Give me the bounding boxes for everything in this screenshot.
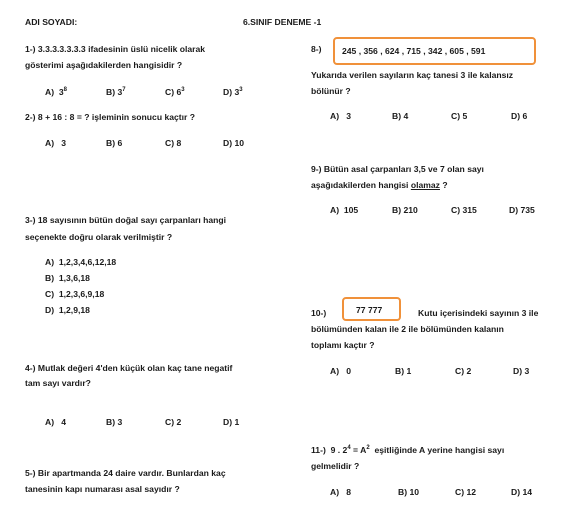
- q1-text-1: 3.3.3.3.3.3.3 ifadesinin üslü nicelik olarak: [37, 44, 206, 54]
- q11-option-c[interactable]: C) 12: [455, 487, 477, 497]
- q11-option-b[interactable]: B) 10: [398, 487, 420, 497]
- q10-number: 10-): [311, 308, 327, 318]
- q9-text-1: Bütün asal çarpanları 3,5 ve 7 olan sayı: [323, 164, 484, 174]
- q9-text-2: aşağıdakilerden hangisi olamaz ?: [311, 180, 448, 190]
- q4-text-1: Mutlak değeri 4'den küçük olan kaç tane negatif: [37, 363, 233, 373]
- q10-text-1: Kutu içerisindeki sayının 3 ile: [418, 308, 539, 318]
- q8-number-box: [333, 37, 536, 65]
- q2-option-c[interactable]: C) 8: [165, 138, 182, 148]
- q5-text-1: Bir apartmanda 24 daire vardır. Bunlardan kaç: [37, 468, 226, 478]
- q5-line1: [25, 469, 226, 478]
- q2-option-b[interactable]: B) 6: [106, 138, 123, 148]
- q4-text-2: tam sayı vardır?: [25, 378, 91, 388]
- q1-line1: [25, 45, 205, 54]
- q11-number: 11-): [311, 445, 326, 455]
- q8-option-b[interactable]: B) 4: [392, 111, 409, 121]
- q10-option-a[interactable]: A) 0: [330, 366, 352, 376]
- q11-expression: 9 . $2^4 = A^2$: [330, 445, 370, 455]
- q11-line1: [311, 446, 504, 455]
- q11-option-d[interactable]: D) 14: [511, 487, 533, 497]
- q8-option-d[interactable]: D) 6: [511, 111, 528, 121]
- q4-option-d[interactable]: D) 1: [223, 417, 240, 427]
- q11-option-a[interactable]: A) 8: [330, 487, 352, 497]
- q8-option-a[interactable]: A) 3: [330, 111, 352, 121]
- q9-option-c[interactable]: C) 315: [451, 205, 477, 215]
- q3-text-1: 18 sayısının bütün doğal sayı çarpanları hangi: [37, 215, 227, 225]
- q3-option-c[interactable]: C) 1,2,3,6,9,18: [45, 289, 105, 299]
- q3-number: 3-): [25, 215, 36, 225]
- q4-line1: [25, 364, 232, 373]
- name-label: ADI SOYADI:: [25, 17, 78, 27]
- q3-option-b[interactable]: B) 1,3,6,18: [45, 273, 90, 283]
- q8-text-2: bölünür ?: [311, 86, 351, 96]
- q4-number: 4-): [25, 363, 36, 373]
- q3-text-2: seçenekte doğru olarak verilmiştir ?: [25, 232, 173, 242]
- q1-text-2: gösterimi aşağıdakilerden hangisidir ?: [25, 60, 183, 70]
- q5-text-2: tanesinin kapı numarası asal sayıdır ?: [25, 484, 180, 494]
- q11-text-2: gelmelidir ?: [311, 461, 360, 471]
- q1-option-a[interactable]: A) $3^8$: [45, 87, 67, 97]
- q5-number: 5-): [25, 468, 36, 478]
- q3-option-a[interactable]: A) 1,2,3,4,6,12,18: [45, 257, 117, 267]
- q9-option-b[interactable]: B) 210: [392, 205, 418, 215]
- q4-option-c[interactable]: C) 2: [165, 417, 182, 427]
- exam-title: 6.SINIF DENEME -1: [243, 17, 322, 27]
- q9-negation: olamaz: [410, 180, 440, 190]
- q2-option-d[interactable]: D) 10: [223, 138, 245, 148]
- q10-option-c[interactable]: C) 2: [455, 366, 472, 376]
- q4-option-b[interactable]: B) 3: [106, 417, 123, 427]
- q9-option-a[interactable]: A) 105: [330, 205, 359, 215]
- q10-text-3: toplamı kaçtır ?: [311, 340, 375, 350]
- q4-option-a[interactable]: A) 4: [45, 417, 67, 427]
- q9-line1: [311, 165, 484, 174]
- q2-number: 2-): [25, 112, 36, 122]
- q8-text-1: Yukarıda verilen sayıların kaç tanesi 3 ile kalansız: [311, 70, 514, 80]
- q2-text: 8 + 16 : 8 = ? işleminin sonucu kaçtır ?: [37, 112, 196, 122]
- q1-option-b[interactable]: B) $3^7$: [106, 87, 126, 97]
- q1-option-d[interactable]: D) $3^3$: [223, 87, 243, 97]
- q9-option-d[interactable]: D) 735: [509, 205, 535, 215]
- q3-option-d[interactable]: D) 1,2,9,18: [45, 305, 90, 315]
- q10-text-2: bölümünden kalan ile 2 ile bölümünden kalanın: [311, 324, 504, 334]
- q2-line: [25, 113, 195, 122]
- q8-box-values: 245 , 356 , 624 , 715 , 342 , 605 , 591: [342, 46, 486, 56]
- q2-option-a[interactable]: A) 3: [45, 138, 67, 148]
- q10-option-d[interactable]: D) 3: [513, 366, 530, 376]
- q1-number: 1-): [25, 44, 36, 54]
- q10-option-b[interactable]: B) 1: [395, 366, 412, 376]
- q8-option-c[interactable]: C) 5: [451, 111, 468, 121]
- q1-option-c[interactable]: C) $6^3$: [165, 87, 185, 97]
- q8-number: 8-): [311, 44, 322, 54]
- q3-line1: [25, 216, 226, 225]
- q10-number-box: [342, 297, 401, 321]
- q11-text-1: eşitliğinde A yerine hangisi sayı: [374, 445, 505, 455]
- q10-box-value: 77 777: [356, 305, 383, 315]
- q9-number: 9-): [311, 164, 322, 174]
